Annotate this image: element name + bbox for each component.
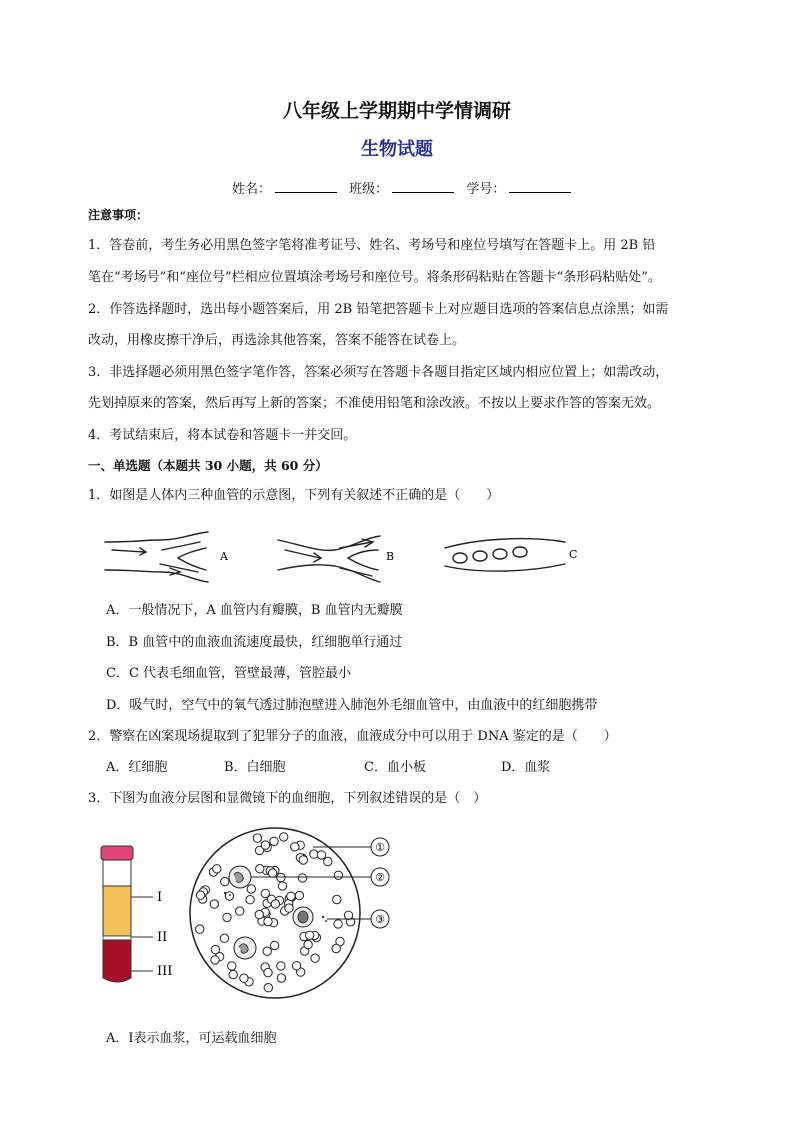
red-blood-cell: [334, 871, 342, 879]
red-blood-cell: [280, 833, 288, 841]
red-blood-cell: [247, 885, 255, 893]
notice-line-1: 1．答卷前，考生务必用黑色签字笔将准考证号、姓名、考场号和座位号填写在答题卡上。用 2B 铅: [88, 238, 656, 253]
red-blood-cell: [277, 873, 285, 881]
notice-line-2: 笔在“考场号”和“座位号”栏相应位置填涂考场号和座位号。将条形码粘贴在答题卡“条形码粘贴处”。: [88, 270, 661, 285]
id-blank: [509, 180, 571, 193]
red-blood-cell: [304, 940, 312, 948]
notice-line-3: 2．作答选择题时，选出每小题答案后，用 2B 铅笔把答题卡上对应题目选项的答案信息点涂黑；如需: [88, 302, 669, 317]
red-blood-cell: [263, 947, 271, 955]
exam-subtitle: 生物试题: [361, 139, 433, 160]
q1-vessel-figure: [100, 528, 590, 588]
red-blood-cell: [270, 837, 278, 845]
micro-label-2: ②: [375, 871, 385, 884]
red-blood-cell: [236, 907, 244, 915]
red-blood-cell: [271, 900, 279, 908]
red-blood-cell: [332, 944, 340, 952]
buffy-layer: [103, 936, 131, 940]
q1-stem: 1．如图是人体内三种血管的示意图，下列有关叙述不正确的是（ ）: [88, 488, 500, 503]
red-blood-cell: [221, 877, 229, 885]
red-blood-cell: [344, 911, 352, 919]
red-blood-cell: [196, 925, 204, 933]
red-blood-cell: [310, 850, 318, 858]
class-label: 班级：: [349, 182, 389, 197]
student-info-row: [232, 178, 579, 197]
notice-line-7: 4．考试结束后，将本试卷和答题卡一并交回。: [88, 428, 357, 443]
q2-option-d: D．血浆: [501, 760, 551, 775]
red-blood-cell: [285, 904, 293, 912]
exam-title: 八年级上学期期中学情调研: [282, 100, 511, 122]
q1-option-d: D．吸气时，空气中的氧气透过肺泡壁进入肺泡外毛细血管中，由血液中的红细胞携带: [106, 698, 598, 713]
red-blood-cell: [306, 931, 314, 939]
red-blood-cell: [196, 891, 204, 899]
red-blood-cell: [253, 834, 261, 842]
red-blood-cell: [223, 913, 231, 921]
red-blood-cell: [246, 896, 254, 904]
red-blood-cell: [324, 857, 332, 865]
tube-label-ii: II: [157, 930, 168, 945]
vessel-label-b: B: [386, 550, 395, 563]
red-blood-cell: [277, 962, 285, 970]
red-blood-cell: [210, 900, 218, 908]
q1-option-c: C．C 代表毛细血管，管壁最薄，管腔最小: [106, 666, 352, 681]
notice-heading: 注意事项：: [88, 208, 149, 222]
red-blood-cell: [264, 917, 272, 925]
red-blood-cell: [298, 874, 306, 882]
red-blood-cell: [292, 962, 300, 970]
tube-cap: [101, 846, 133, 860]
red-blood-cell: [268, 869, 276, 877]
q2-option-b: B．白细胞: [224, 760, 286, 775]
red-blood-cell: [229, 970, 237, 978]
red-blood-cell: [270, 941, 278, 949]
red-blood-cell: [211, 956, 219, 964]
q2-option-c: C．血小板: [364, 760, 426, 775]
q2-stem: 2．警察在凶案现场提取到了犯罪分子的血液，血液成分中可以用于 DNA 鉴定的是（ ）: [88, 729, 617, 744]
tube-label-iii: III: [157, 964, 173, 979]
q1-option-a: A．一般情况下，A 血管内有瓣膜，B 血管内无瓣膜: [106, 603, 403, 618]
vessel-label-a: A: [220, 550, 228, 563]
red-blood-cell: [333, 895, 341, 903]
vessel-label-c: C: [569, 548, 578, 561]
red-blood-cell: [211, 945, 219, 953]
red-blood-cell: [225, 892, 233, 900]
rbc-layer: [103, 940, 131, 982]
red-blood-cell: [261, 889, 269, 897]
q3-microscope-figure: [185, 825, 400, 1005]
red-blood-cell: [311, 954, 319, 962]
q1-option-b: B．B 血管中的血液血流速度最快，红细胞单行通过: [106, 635, 403, 650]
micro-label-1: ①: [375, 841, 385, 854]
q3-option-a: A．Ⅰ表示血浆，可运载血细胞: [106, 1031, 277, 1046]
name-blank: [275, 180, 337, 193]
red-blood-cell: [213, 865, 221, 873]
red-blood-cell: [256, 865, 264, 873]
red-blood-cell: [228, 962, 236, 970]
notice-line-6: 先划掉原来的答案，然后再写上新的答案；不准使用铅笔和涂改液。不按以上要求作答的答案无效。: [88, 396, 661, 411]
name-label: 姓名：: [232, 182, 272, 197]
id-label: 学号：: [466, 182, 506, 197]
red-blood-cell: [295, 891, 303, 899]
red-blood-cell: [291, 843, 299, 851]
q3-stem: 3．下图为血液分层图和显微镜下的血细胞，下列叙述错误的是（ ）: [88, 791, 487, 806]
red-blood-cell: [277, 974, 285, 982]
red-blood-cell: [264, 968, 272, 976]
q3-test-tube-figure: [95, 840, 185, 990]
class-blank: [392, 180, 454, 193]
notice-line-5: 3．非选择题必须用黑色签字笔作答，答案必须写在答题卡各题目指定区域内相应位置上；如需改动，: [88, 365, 669, 380]
section-heading: 一、单选题（本题共 30 小题，共 60 分）: [88, 458, 328, 473]
q2-option-a: A．红细胞: [106, 760, 168, 775]
red-blood-cell: [334, 920, 342, 928]
notice-line-4: 改动，用橡皮擦干净后，再选涂其他答案，答案不能答在试卷上。: [88, 333, 466, 348]
red-blood-cell: [264, 984, 272, 992]
red-blood-cell: [278, 882, 286, 890]
red-blood-cell: [255, 910, 263, 918]
red-blood-cell: [240, 974, 248, 982]
tube-label-i: I: [157, 890, 163, 905]
red-blood-cell: [220, 934, 228, 942]
red-blood-cell: [287, 892, 295, 900]
micro-label-3: ③: [375, 913, 385, 926]
red-blood-cell: [317, 851, 325, 859]
plasma-layer: [103, 886, 131, 936]
red-blood-cell: [299, 856, 307, 864]
red-blood-cell: [261, 841, 269, 849]
